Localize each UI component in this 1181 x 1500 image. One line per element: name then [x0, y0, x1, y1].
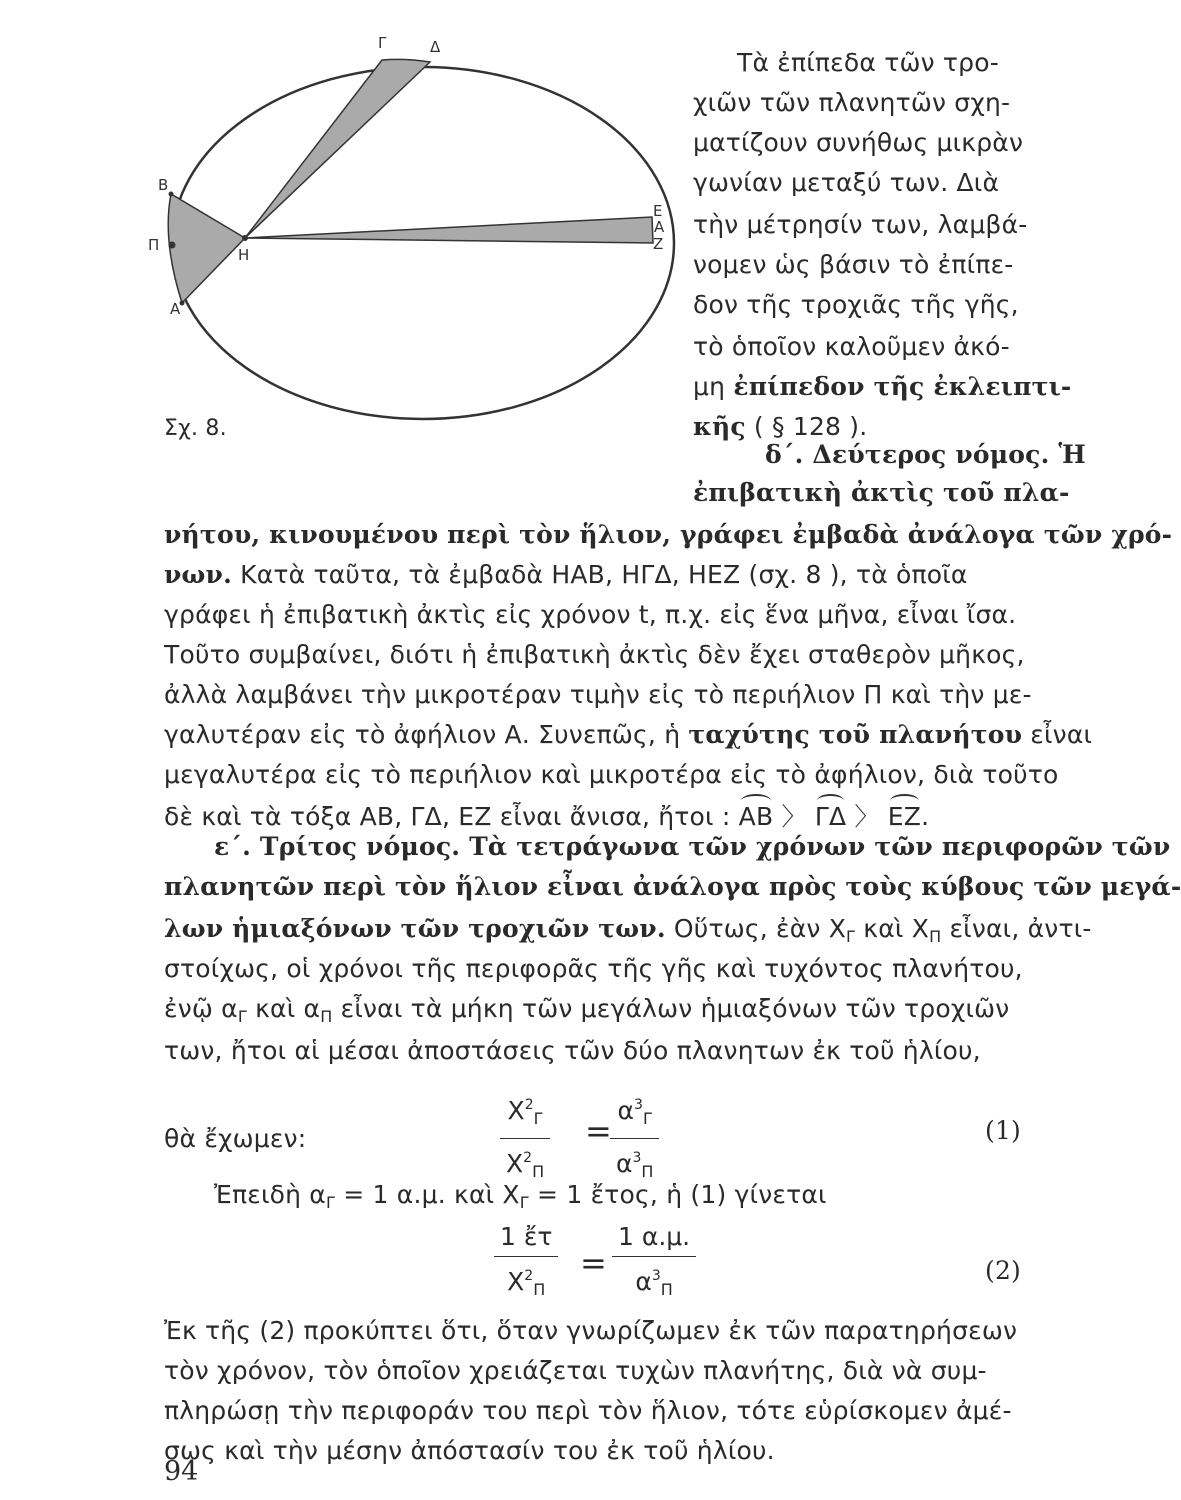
law-e-line-3-mid: καὶ Χ — [855, 914, 930, 943]
right-col-line-9-normal: μη — [693, 372, 734, 401]
eq2-num-left: 1 ἔτ — [500, 1222, 553, 1251]
right-col-line-10-normal: ( § 128 ). — [745, 412, 868, 441]
law-d-line-8-end: εἶναι — [1022, 720, 1093, 749]
label-alpha: Α — [170, 300, 181, 318]
gt-sign-2: 〉 — [854, 802, 880, 831]
point-b — [169, 192, 174, 197]
law-e-line-3-bold: λων ἡμιαξόνων τῶν τροχιῶν των. — [164, 914, 666, 943]
since-line-a: Ἐπειδὴ α — [214, 1180, 326, 1209]
sector-hez — [245, 217, 653, 243]
eq1-den-right-sub: Π — [641, 1162, 654, 1181]
law-e-line-6: των, ἤτοι αἱ μέσαι ἀποστάσεις τῶν δύο πλανητων ἐκ τοῦ ἡλίου, — [164, 1036, 981, 1065]
right-col-line-10-bold: κῆς — [693, 412, 746, 441]
eq1-den-left-sup: 2 — [523, 1150, 533, 1166]
sector-hgd — [245, 59, 430, 238]
label-epsilon: Ε — [653, 202, 663, 220]
law-e-line-3-normal: Οὕτως, ἐὰν Χ — [665, 914, 847, 943]
eq1-den-left: Χ — [506, 1149, 524, 1178]
conclusion-line-1: Ἐκ τῆς (2) προκύπτει ὅτι, ὅταν γνωρίζωμεν ἐκ τῶν παρατηρήσεων — [164, 1316, 1018, 1345]
law-e-line-5-a: ἐνῷ α — [164, 994, 238, 1023]
right-col-line-2: χιῶν τῶν πλανητῶν σχη- — [693, 88, 1011, 117]
right-col-line-1: Τὰ ἐπίπεδα τῶν τρο- — [737, 48, 999, 77]
law-e-line-4: στοίχως, οἱ χρόνοι τῆς περιφορᾶς τῆς γῆς καὶ τυχόντος πλανήτου, — [164, 954, 1023, 983]
gt-sign-1: 〉 — [781, 802, 807, 831]
law-e-line-5-b: καὶ α — [246, 994, 321, 1023]
law-d-line-5: γράφει ἡ ἐπιβατικὴ ἀκτὶς εἰς χρόνον t, π.χ. εἰς ἕνα μῆνα, εἶναι ἴσα. — [164, 600, 1017, 629]
eq1-den-left-sub: Π — [532, 1162, 545, 1181]
law-e-line-3-sub-2: Π — [929, 927, 942, 946]
eq2-num-right: 1 α.μ. — [618, 1222, 691, 1251]
right-col-line-5: τὴν μέτρησίν των, λαμβά- — [693, 210, 1028, 239]
eq1-num-left-sub: Γ — [533, 1109, 543, 1128]
right-col-line-8: τὸ ὁποῖον καλοῦμεν ἀκό- — [693, 332, 1010, 361]
law-e-line-3-sub-1: Γ — [846, 927, 856, 946]
right-col-line-3: ματίζουν συνήθως μικρὰν — [693, 128, 1024, 157]
eq1-equals: = — [585, 1112, 613, 1150]
eq1-num-left-sup: 2 — [524, 1097, 534, 1113]
eq1-den-right-sup: 3 — [632, 1150, 642, 1166]
law-d-line-8 — [164, 720, 1092, 750]
law-d-line-4-bold: νων. — [164, 560, 232, 589]
right-col-line-4: γωνίαν μεταξύ των. Διὰ — [693, 168, 1000, 197]
label-zeta: Ζ — [653, 235, 664, 253]
since-line — [214, 1180, 827, 1218]
eq2-den-right-sub: Π — [660, 1280, 673, 1299]
arc-ez: ΕΖ — [887, 802, 922, 831]
eq2-number: (2) — [985, 1256, 1022, 1285]
right-col-line-7: δον τῆς τροχιᾶς τῆς γῆς, — [693, 290, 1019, 319]
label-alpha2: Α — [654, 218, 665, 236]
law-d-heading: δ΄. Δεύτερος νόμος. Ἡ — [765, 440, 1086, 469]
eq2-den-right-sup: 3 — [651, 1268, 661, 1284]
eq2-den-left: Χ — [507, 1267, 525, 1296]
conclusion-line-2: τὸν χρόνον, τὸν ὁποῖον χρειάζεται τυχὼν πλανήτης, διὰ νὰ συμ- — [164, 1356, 987, 1385]
eq1-num-right: α — [617, 1096, 635, 1125]
eq2-right-fraction — [612, 1222, 696, 1305]
eq1-num-right-sub: Γ — [642, 1109, 652, 1128]
perihelion-point — [169, 242, 176, 249]
law-d-line-4-normal: Κατὰ ταῦτα, τὰ ἐμβαδὰ ΗΑΒ, ΗΓΔ, ΗΕΖ (σχ. 8 ), τὰ ὁποῖα — [232, 560, 968, 589]
law-e-heading: ε΄. Τρίτος νόμος. Τὰ τετράγωνα τῶν χρόνων τῶν περιφορῶν τῶν — [214, 832, 1171, 861]
eq2-den-right: α — [635, 1267, 652, 1296]
law-d-line-2: ἐπιβατικὴ ἀκτὶς τοῦ πλα- — [693, 478, 1070, 507]
label-delta: Δ — [430, 38, 441, 56]
orbit-diagram — [150, 30, 690, 420]
arc-gd: ΓΔ — [814, 802, 847, 831]
label-gamma: Γ — [378, 34, 387, 52]
law-d-line-4 — [164, 560, 968, 590]
since-line-sub-2: Γ — [519, 1193, 529, 1212]
law-e-line-5 — [164, 994, 1009, 1032]
eq2-equals: = — [580, 1244, 608, 1282]
figure-caption: Σχ. 8. — [164, 416, 227, 441]
law-e-line-3-end: εἶναι, ἀντι- — [941, 914, 1092, 943]
law-d-line-7: ἀλλὰ λαμβάνει τὴν μικροτέραν τιμὴν εἰς τὸ περιήλιον Π καὶ τὴν με- — [164, 680, 1032, 709]
eq1-den-right: α — [616, 1149, 633, 1178]
eq1-lead: θὰ ἔχωμεν: — [164, 1124, 307, 1153]
sector-hab — [168, 194, 245, 303]
right-col-line-9-bold: ἐπίπεδον τῆς ἐκλειπτι- — [733, 372, 1072, 401]
law-e-line-3 — [164, 914, 1092, 952]
eq1-right-fraction — [610, 1090, 659, 1187]
conclusion-line-4: σως καὶ τὴν μέσην ἀπόστασίν του ἐκ τοῦ ἡλίου. — [164, 1436, 775, 1465]
label-pi: Π — [148, 236, 160, 254]
law-d-line-8-normal: γαλυτέραν εἰς τὸ ἀφήλιον Α. Συνεπῶς, ἡ — [164, 720, 689, 749]
eq2-den-left-sup: 2 — [524, 1268, 534, 1284]
eq1-number: (1) — [985, 1116, 1022, 1145]
right-col-line-10 — [693, 412, 867, 442]
page-number: 94 — [164, 1456, 199, 1487]
conclusion-line-3: πληρώσῃ τὴν περιφοράν του περὶ τὸν ἥλιον, τότε εὑρίσκομεν ἀμέ- — [164, 1396, 1012, 1425]
since-line-sub-1: Γ — [325, 1193, 336, 1212]
eq2-left-fraction — [494, 1222, 558, 1305]
eq1-left-fraction — [500, 1090, 550, 1187]
eq1-num-left: Χ — [507, 1096, 525, 1125]
eq2-den-left-sub: Π — [533, 1280, 546, 1299]
law-d-line-10 — [164, 802, 929, 832]
law-d-line-3: νήτου, κινουμένου περὶ τὸν ἥλιον, γράφει ἐμβαδὰ ἀνάλογα τῶν χρό- — [164, 520, 1173, 549]
arc-period: . — [921, 802, 930, 831]
eq1-num-right-sup: 3 — [634, 1097, 643, 1113]
law-e-line-5-c: εἶναι τὰ μήκη τῶν μεγάλων ἡμιαξόνων τῶν τροχιῶν — [332, 994, 1010, 1023]
since-line-b: = 1 α.μ. καὶ Χ — [335, 1180, 520, 1209]
focus-point — [242, 235, 248, 241]
law-e-line-5-sub-2: Π — [320, 1007, 333, 1026]
arc-ab: ΑΒ — [738, 802, 774, 831]
right-col-line-6: νομεν ὡς βάσιν τὸ ἐπίπε- — [693, 250, 1014, 279]
law-e-line-5-sub-1: Γ — [237, 1007, 247, 1026]
law-e-line-2: πλανητῶν περὶ τὸν ἥλιον εἶναι ἀνάλογα πρὸς τοὺς κύβους τῶν μεγά- — [164, 872, 1181, 901]
law-d-line-6: Τοῦτο συμβαίνει, διότι ἡ ἐπιβατικὴ ἀκτὶς δὲν ἔχει σταθερὸν μῆκος, — [164, 640, 1025, 669]
law-d-line-8-bold: ταχύτης τοῦ πλανήτου — [688, 720, 1023, 749]
label-eta: Η — [238, 246, 250, 264]
right-col-line-9 — [693, 372, 1071, 402]
law-d-line-10-text: δὲ καὶ τὰ τόξα ΑΒ, ΓΔ, ΕΖ εἶναι ἄνισα, ἤτοι : — [164, 802, 731, 831]
law-d-line-9: μεγαλυτέρα εἰς τὸ περιήλιον καὶ μικροτέρα εἰς τὸ ἀφήλιον, διὰ τοῦτο — [164, 760, 1059, 789]
since-line-c: = 1 ἔτος, ἡ (1) γίνεται — [528, 1180, 827, 1209]
label-beta: Β — [158, 176, 169, 194]
